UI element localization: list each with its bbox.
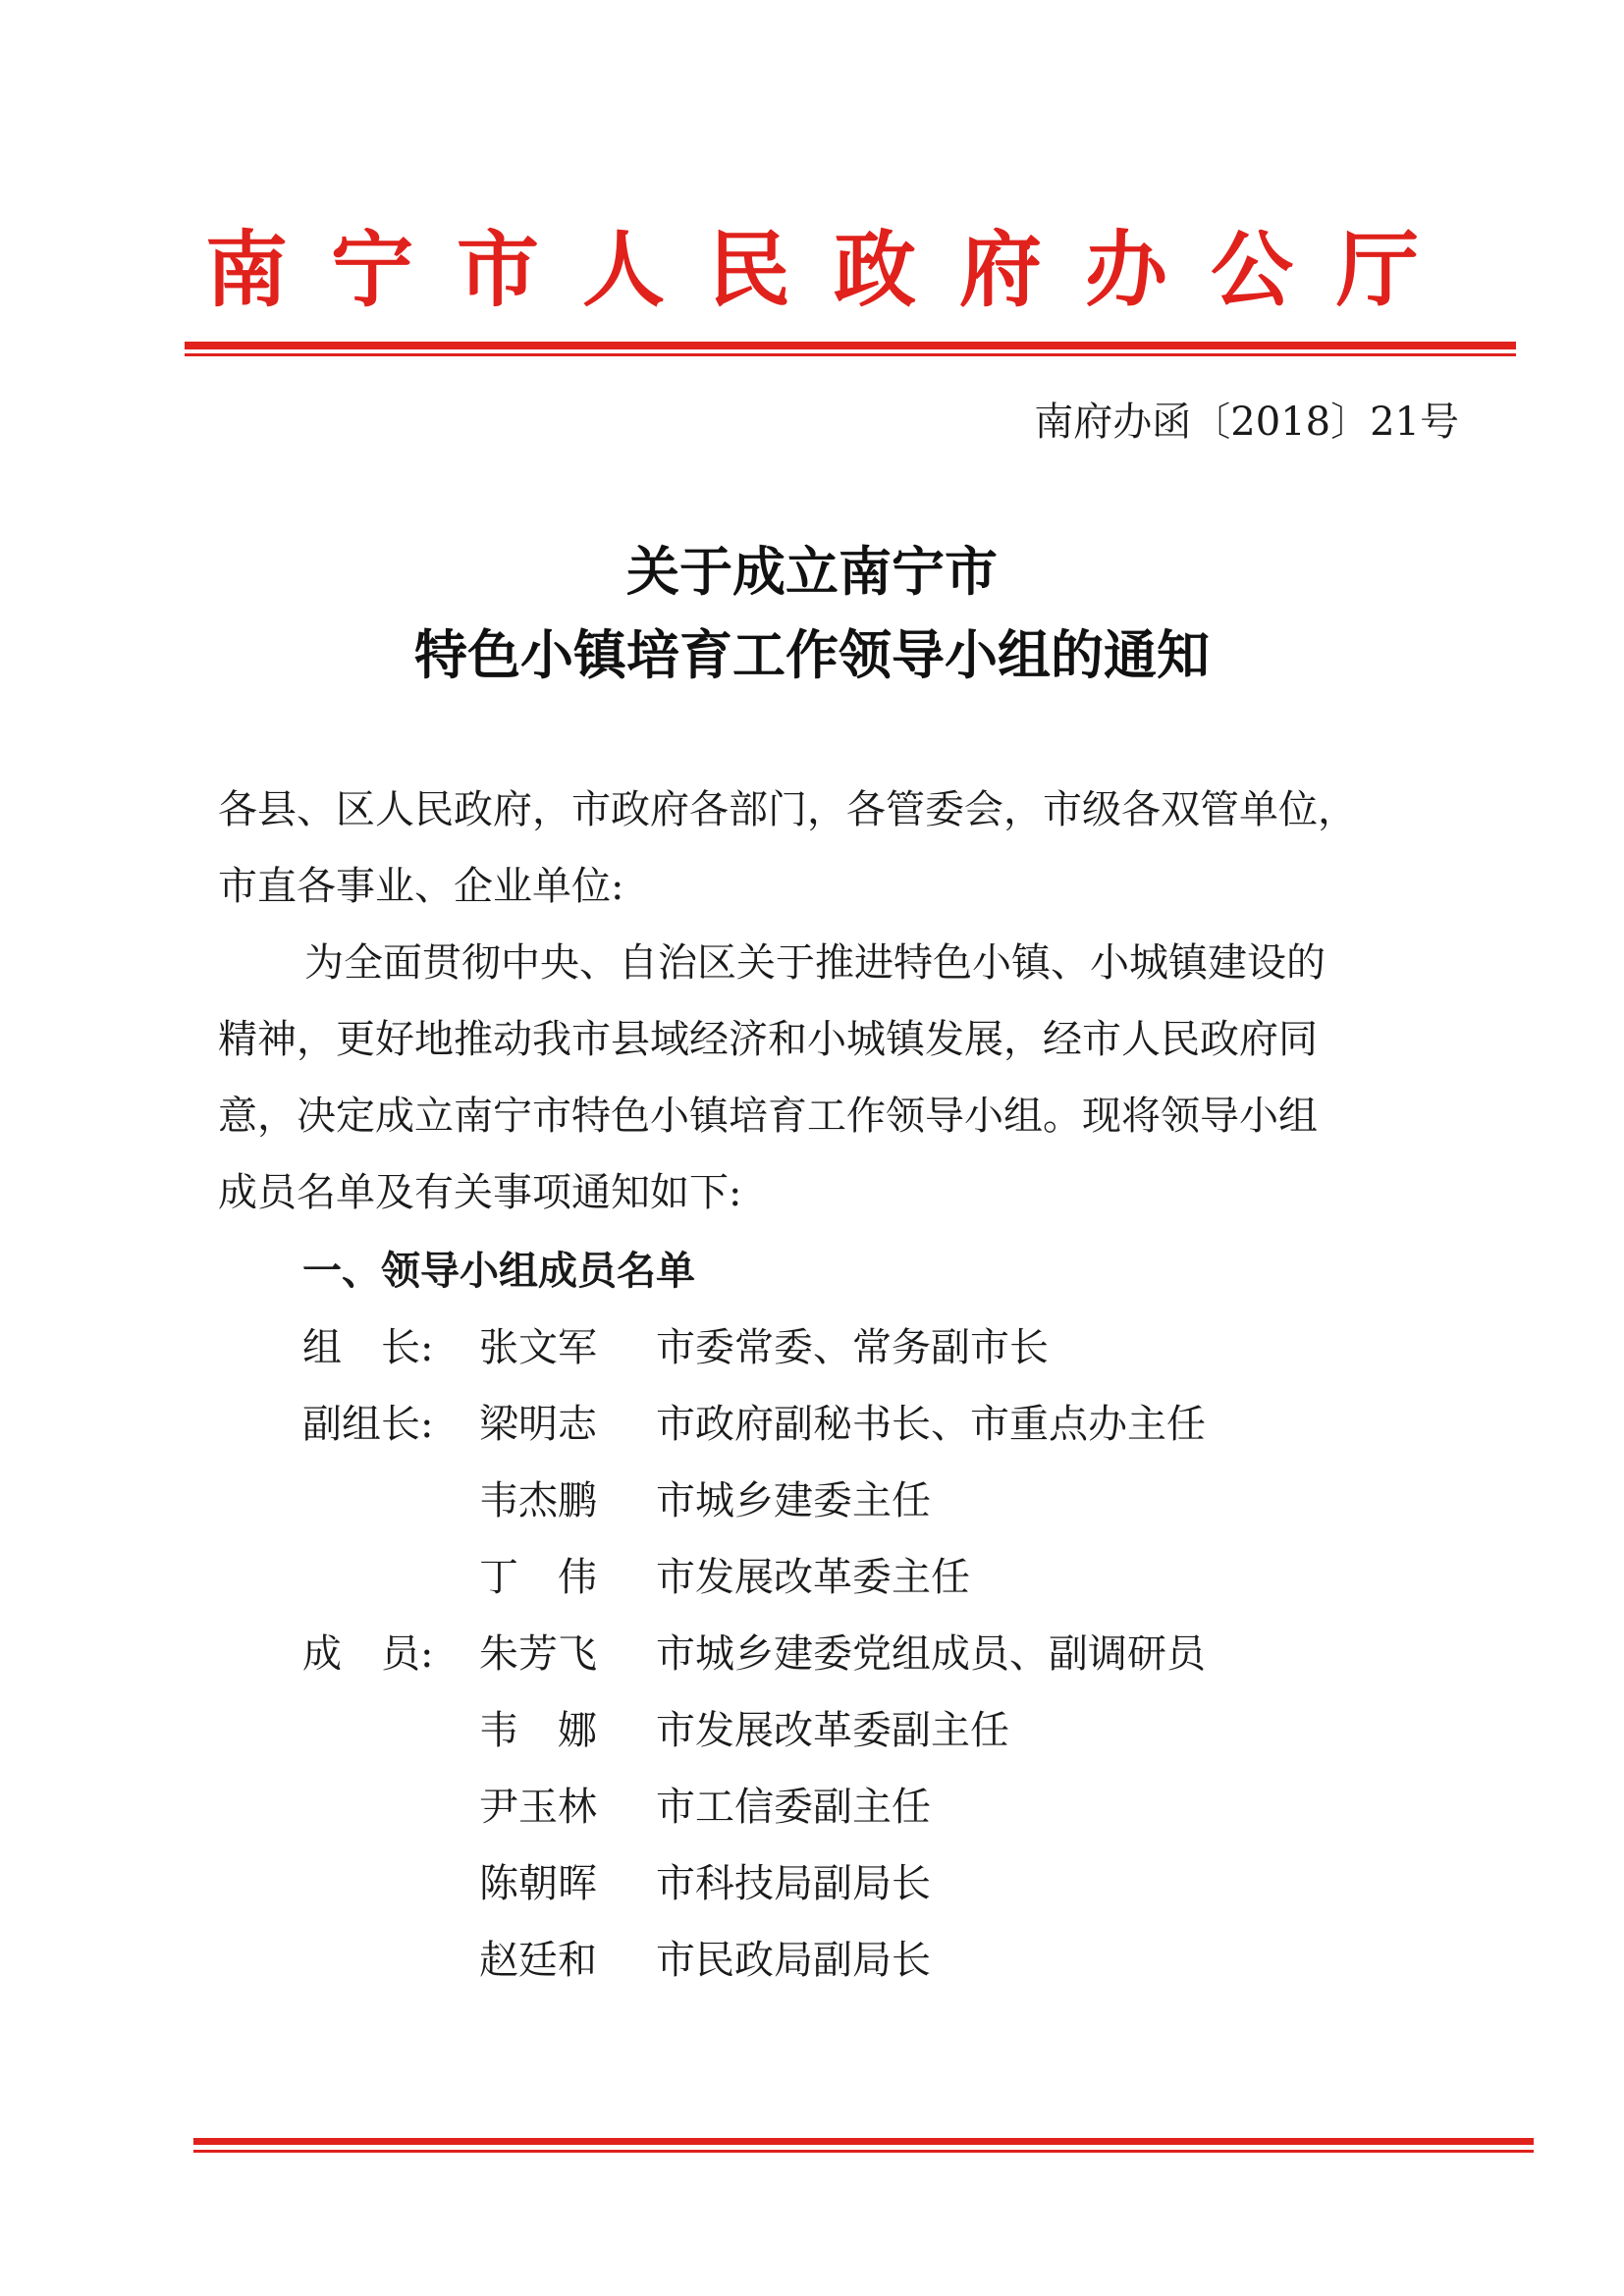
footer-red-rule-thin <box>193 2150 1534 2153</box>
member-post: 市发展改革委主任 <box>656 1555 970 1600</box>
intro-paragraph-line-1: 为全面贯彻中央、自治区关于推进特色小镇、小城镇建设的 <box>304 940 1326 986</box>
addressee-line-2: 市直各事业、企业单位: <box>218 864 624 909</box>
member-post: 市城乡建委主任 <box>656 1478 931 1523</box>
member-post: 市科技局副局长 <box>656 1861 931 1906</box>
issuer-header: 南宁市人民政府办公厅 <box>204 222 1462 318</box>
member-name: 梁明志 <box>479 1402 597 1447</box>
member-row <box>0 1471 1624 1530</box>
member-row <box>0 1778 1624 1837</box>
intro-paragraph-line-4: 成员名单及有关事项通知如下: <box>218 1170 742 1215</box>
member-row <box>0 1548 1624 1607</box>
member-name: 韦杰鹏 <box>479 1478 597 1523</box>
member-row <box>0 1701 1624 1760</box>
header-red-rule-thin <box>185 353 1516 356</box>
section-heading-members: 一、领导小组成员名单 <box>302 1249 695 1294</box>
member-role: 组 长: <box>302 1325 434 1370</box>
member-name: 尹玉林 <box>479 1785 597 1830</box>
document-number: 南府办函〔2018〕21号 <box>1034 400 1459 445</box>
footer-red-rule-thick <box>193 2138 1534 2145</box>
member-name: 韦 娜 <box>479 1708 597 1753</box>
member-row <box>0 1318 1624 1377</box>
member-role: 副组长: <box>302 1402 434 1447</box>
intro-paragraph-line-2: 精神，更好地推动我市县域经济和小城镇发展，经市人民政府同 <box>218 1017 1318 1062</box>
member-post: 市工信委副主任 <box>656 1785 931 1830</box>
document-title-line-2: 特色小镇培育工作领导小组的通知 <box>414 624 1210 686</box>
member-row <box>0 1854 1624 1913</box>
member-name: 陈朝晖 <box>479 1861 597 1906</box>
intro-paragraph-line-3: 意，决定成立南宁市特色小镇培育工作领导小组。现将领导小组 <box>218 1094 1318 1139</box>
member-post: 市政府副秘书长、市重点办主任 <box>656 1402 1206 1447</box>
member-name: 丁 伟 <box>479 1555 597 1600</box>
member-post: 市委常委、常务副市长 <box>656 1325 1049 1370</box>
member-name: 张文军 <box>479 1325 597 1370</box>
member-name: 赵廷和 <box>479 1938 597 1983</box>
member-post: 市发展改革委副主任 <box>656 1708 1009 1753</box>
document-title-line-1: 关于成立南宁市 <box>626 541 998 603</box>
member-role: 成 员: <box>302 1631 434 1677</box>
member-row <box>0 1931 1624 1990</box>
member-name: 朱芳飞 <box>479 1631 597 1677</box>
member-row <box>0 1395 1624 1454</box>
header-red-rule-thick <box>185 342 1516 349</box>
member-post: 市民政局副局长 <box>656 1938 931 1983</box>
addressee-line-1: 各县、区人民政府，市政府各部门，各管委会，市级各双管单位， <box>218 787 1357 832</box>
member-post: 市城乡建委党组成员、副调研员 <box>656 1631 1206 1677</box>
member-row <box>0 1625 1624 1683</box>
